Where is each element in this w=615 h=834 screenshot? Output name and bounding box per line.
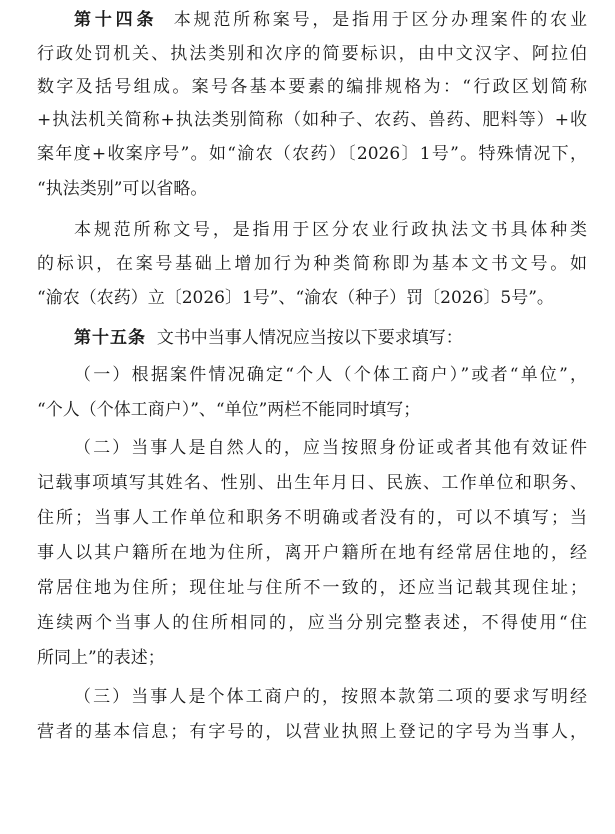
article-14-line-5	[37, 137, 587, 171]
line-text: 本规范所称文号，是指用于区分农业行政执法文书具体种类	[74, 220, 587, 240]
line-text: 行政处罚机关、执法类别和次序的简要标识，由中文汉字、阿拉伯	[37, 44, 587, 64]
article-15-item2-line-5	[37, 571, 587, 605]
article-14-para2-line-1	[74, 213, 587, 247]
line-text: （二）当事人是自然人的，应当按照身份证或者其他有效证件	[74, 438, 587, 458]
article-14-line-4	[37, 103, 587, 137]
line-text: 营者的基本信息；有字号的，以营业执照上登记的字号为当事人，	[37, 722, 587, 742]
line-text: 的标识，在案号基础上增加行为种类简称即为基本文书文号。如	[37, 254, 587, 274]
line-text: （三）当事人是个体工商户的，按照本款第二项的要求写明经	[74, 687, 587, 707]
article-15-item1-line-2	[37, 393, 587, 427]
line-text: （一）根据案件情况确定“个人（个体工商户）”或者“单位”，	[74, 365, 587, 385]
article-15-item2-line-7	[37, 641, 587, 675]
article-15-item3-line-1	[74, 680, 587, 714]
article-14-line-3	[37, 70, 587, 104]
article-14-line-2	[37, 37, 587, 71]
line-text: 文书中当事人情况应当按以下要求填写：	[156, 328, 463, 348]
line-text: 本规范所称案号，是指用于区分办理案件的农业	[173, 10, 587, 30]
line-text: 住所；当事人工作单位和职务不明确或者没有的，可以不填写；当	[37, 508, 587, 528]
article-15-item2-line-1	[74, 431, 587, 465]
article-15-item1-line-1	[74, 358, 587, 392]
line-text: “执法类别”可以省略。	[37, 179, 208, 199]
line-text: 连续两个当事人的住所相同的，应当分别完整表述，不得使用“住	[37, 613, 587, 633]
article-15-line-1	[74, 321, 587, 355]
line-text: “个人（个体工商户）”、“单位”两栏不能同时填写；	[37, 400, 421, 420]
line-text: +执法机关简称+执法类别简称（如种子、农药、兽药、肥料等）+收	[37, 110, 587, 130]
article-15-item2-line-4	[37, 536, 587, 570]
line-text: 案年度+收案序号”。如“渝农（农药）〔2026〕1号”。特殊情况下，	[37, 144, 587, 164]
article-number: 第十五条	[74, 328, 146, 348]
line-text: 常居住地为住所；现住址与住所不一致的，还应当记载其现住址；	[37, 578, 587, 598]
article-15-item2-line-6	[37, 606, 587, 640]
article-number: 第十四条	[74, 10, 158, 30]
line-text: 记载事项填写其姓名、性别、出生年月日、民族、工作单位和职务、	[37, 473, 587, 493]
line-text: 事人以其户籍所在地为住所，离开户籍所在地有经常居住地的，经	[37, 543, 587, 563]
line-text: “渝农（农药）立〔2026〕1号”、“渝农（种子）罚〔2026〕5号”。	[37, 288, 554, 308]
article-14-para2-line-3	[37, 281, 587, 315]
line-text: 数字及括号组成。案号各基本要素的编排规格为：“行政区划简称	[37, 77, 587, 97]
article-14-line-6	[37, 172, 587, 206]
article-15-item2-line-3	[37, 501, 587, 535]
article-15-item2-line-2	[37, 466, 587, 500]
article-15-item3-line-2	[37, 715, 587, 749]
article-14-para2-line-2	[37, 247, 587, 281]
line-text: 所同上”的表述；	[37, 648, 165, 668]
article-14-line-1	[74, 3, 587, 37]
